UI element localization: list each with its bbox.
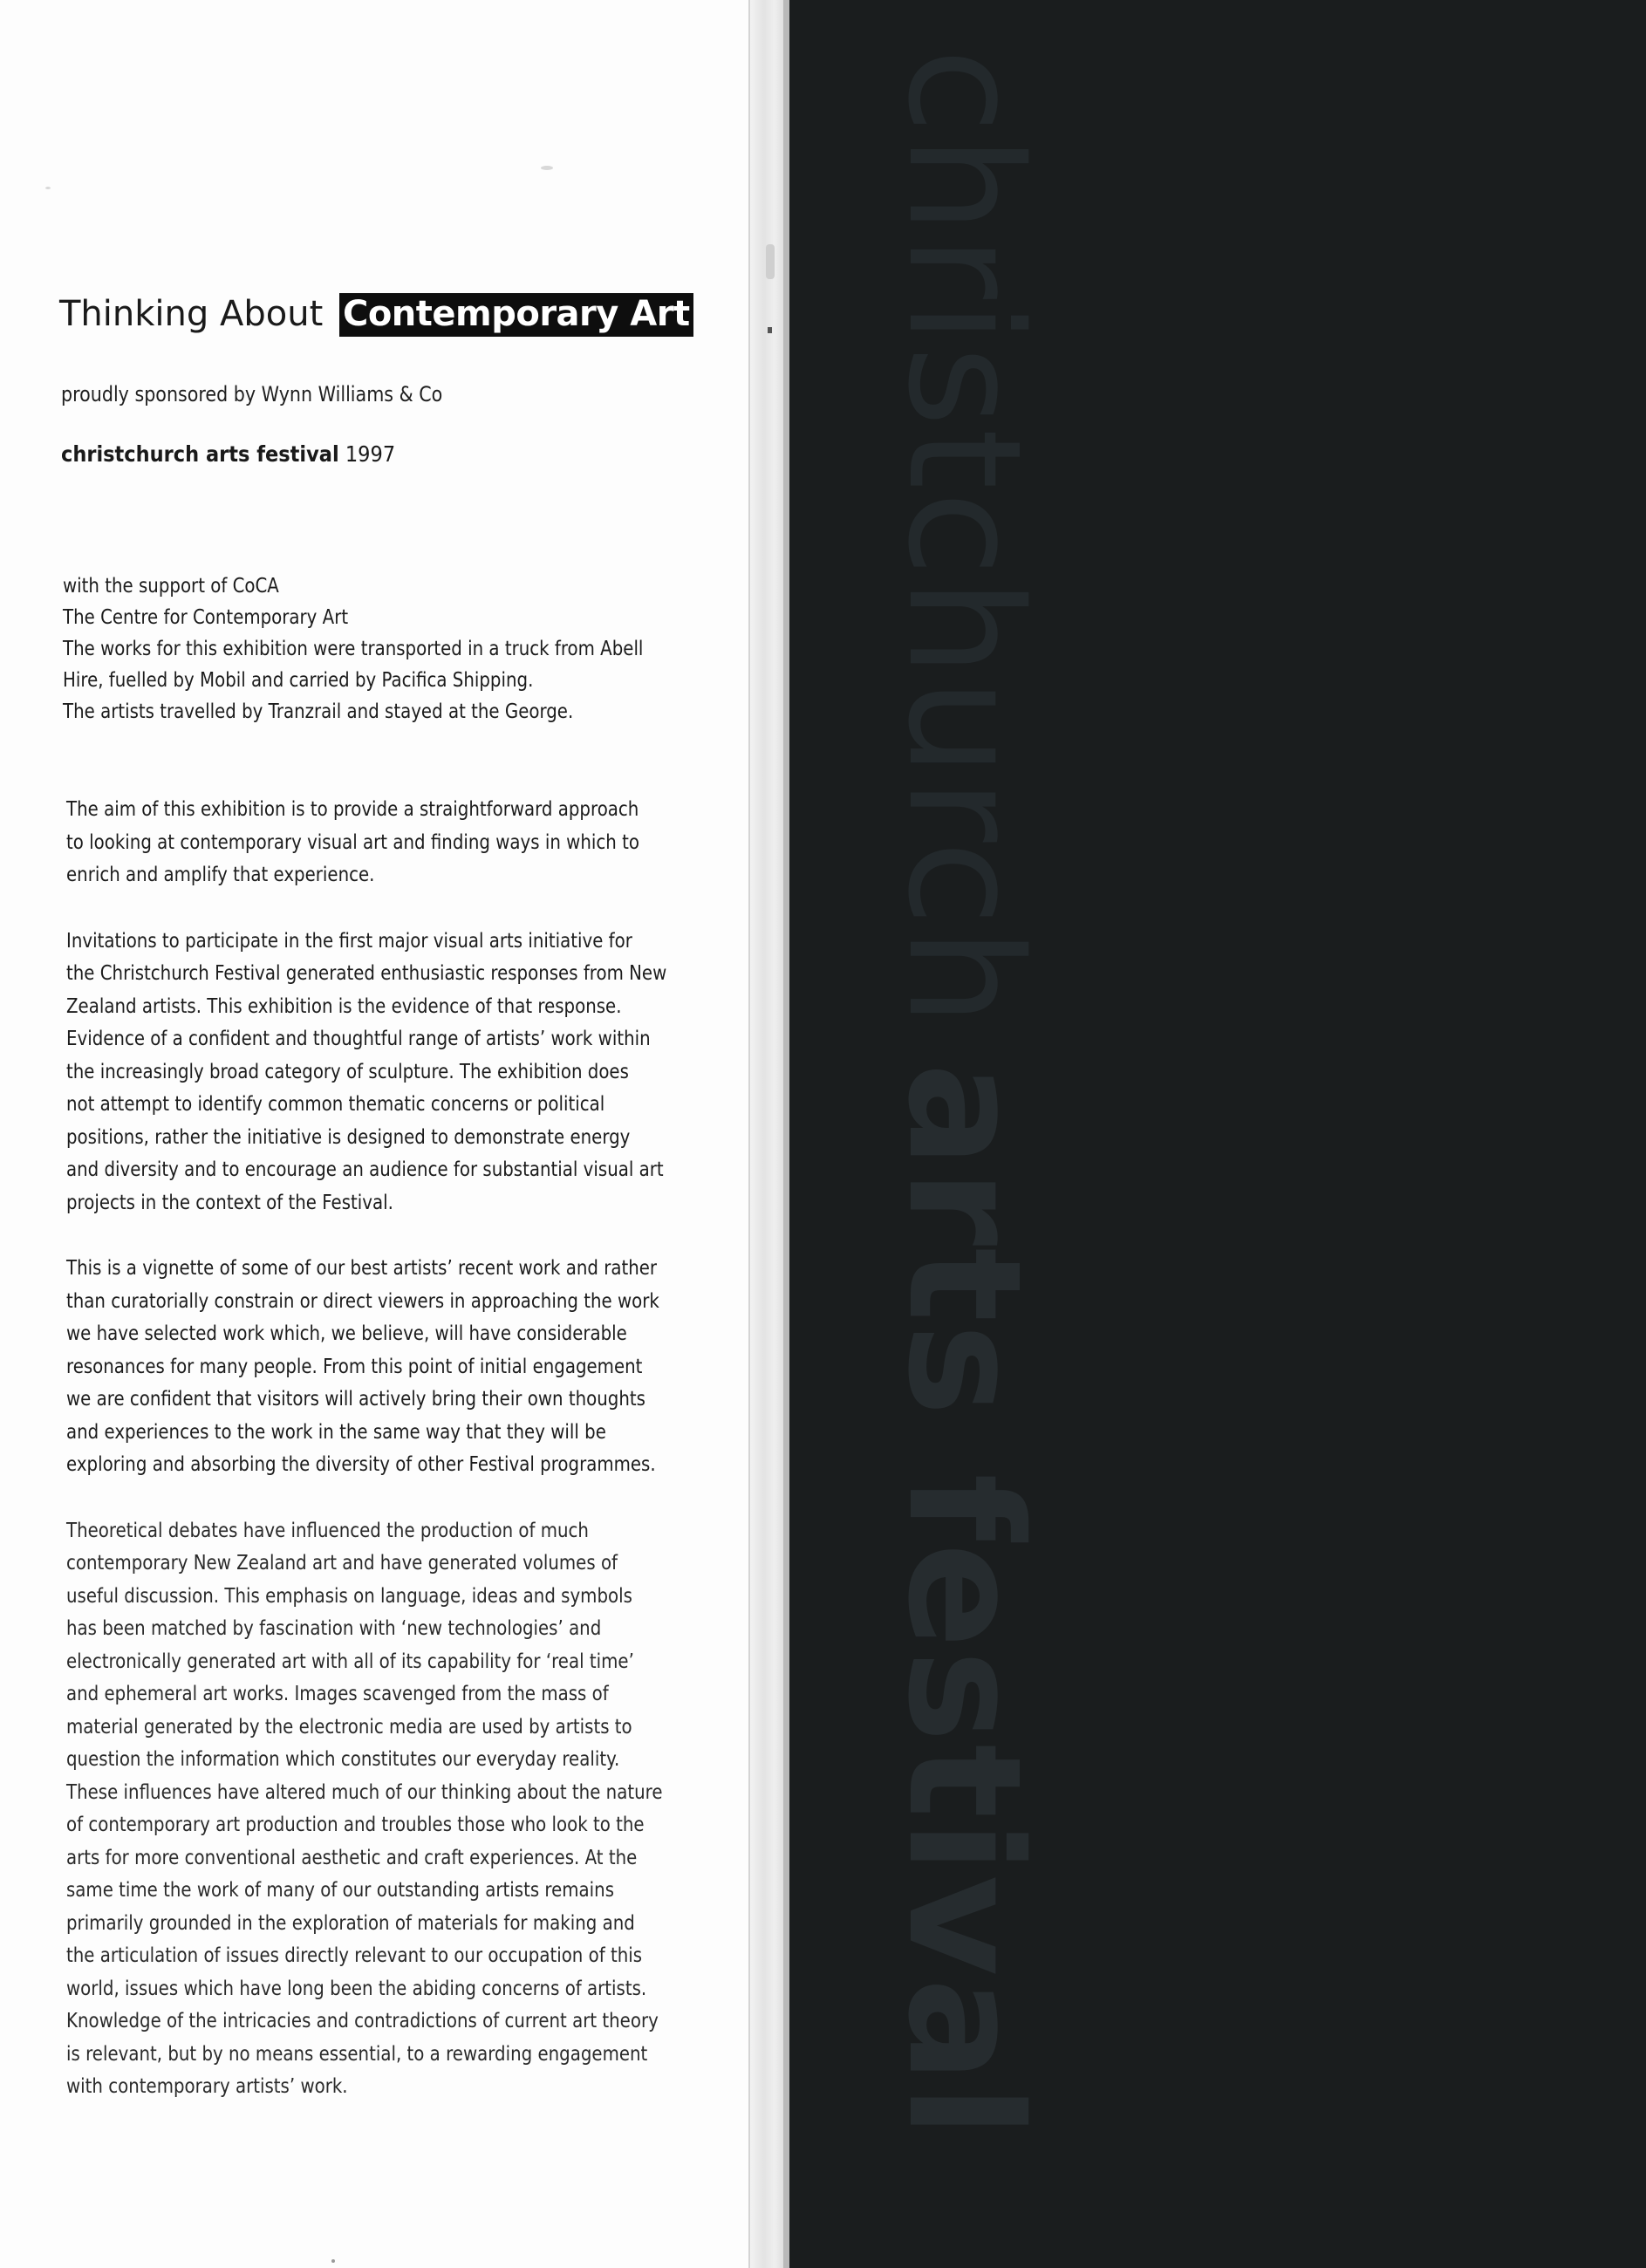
festival-line xyxy=(61,441,395,467)
text-line: contemporary New Zealand art and have generated volumes of xyxy=(66,1552,618,1575)
credit-line: The artists travelled by Tranzrail and stayed at the George. xyxy=(63,700,574,723)
text-line: than curatorially constrain or direct viewers in approaching the work xyxy=(66,1289,659,1313)
text-line: primarily grounded in the exploration of materials for making and xyxy=(66,1911,635,1935)
sponsor-line: proudly sponsored by Wynn Williams & Co xyxy=(61,382,443,406)
text-line: arts for more conventional aesthetic and craft experiences. At the xyxy=(66,1846,638,1869)
text-line: the Christchurch Festival generated enthusiastic responses from New xyxy=(66,962,667,985)
text-line: Theoretical debates have influenced the production of much xyxy=(66,1519,589,1542)
text-line: Zealand artists. This exhibition is the evidence of that response. xyxy=(66,994,622,1018)
text-line: we are confident that visitors will actively bring their own thoughts xyxy=(66,1388,645,1411)
page-gutter xyxy=(748,0,785,2268)
text-line: positions, rather the initiative is designed to demonstrate energy xyxy=(66,1125,631,1149)
text-line: Invitations to participate in the first major visual arts initiative for xyxy=(66,929,632,953)
text-line: the articulation of issues directly relevant to our occupation of this xyxy=(66,1944,643,1967)
text-line: with contemporary artists’ work. xyxy=(66,2075,348,2098)
paper-speck xyxy=(45,187,51,189)
text-line: and diversity and to encourage an audience for substantial visual art xyxy=(66,1158,664,1181)
paper-speck xyxy=(541,166,553,170)
title-prefix: Thinking About xyxy=(59,294,324,334)
body-text xyxy=(66,794,719,2137)
text-line: the increasingly broad category of sculpture. The exhibition does xyxy=(66,1060,629,1083)
text-line: and experiences to the work in the same way that they will be xyxy=(66,1420,606,1444)
spine-title-bold: arts festival xyxy=(874,1062,1055,2140)
text-line: we have selected work which, we believe, will have considerable xyxy=(66,1322,627,1345)
paragraph-theory xyxy=(66,1515,719,2104)
credit-line: The Centre for Contemporary Art xyxy=(63,606,349,629)
spine-title xyxy=(874,48,1055,2140)
text-line: Evidence of a confident and thoughtful range of artists’ work within xyxy=(66,1028,651,1050)
spine-title-light: christchurch xyxy=(874,48,1055,1028)
festival-name: christchurch arts festival xyxy=(61,441,339,467)
text-line: and ephemeral art works. Images scavenged from the mass of xyxy=(66,1683,609,1705)
paper-speck xyxy=(331,2259,335,2263)
text-line: useful discussion. This emphasis on language, ideas and symbols xyxy=(66,1584,632,1608)
paragraph-invitations xyxy=(66,926,719,1220)
text-line: electronically generated art with all of its capability for ‘real time’ xyxy=(66,1650,634,1673)
text-line: Knowledge of the intricacies and contradictions of current art theory xyxy=(66,2010,659,2032)
binding-clip xyxy=(766,244,775,279)
text-line: to looking at contemporary visual art and finding ways in which to xyxy=(66,830,639,854)
credits-block xyxy=(63,570,644,728)
text-line: has been matched by fascination with ‘new technologies’ and xyxy=(66,1617,602,1640)
text-line: world, issues which have long been the abiding concerns of artists. xyxy=(66,1977,647,2000)
text-line: resonances for many people. From this point of initial engagement xyxy=(66,1355,643,1378)
credit-line: The works for this exhibition were transported in a truck from Abell xyxy=(63,638,644,660)
text-line: These influences have altered much of our thinking about the nature xyxy=(66,1780,663,1804)
text-line: exploring and absorbing the diversity of other Festival programmes. xyxy=(66,1453,656,1476)
text-line: is relevant, but by no means essential, to a rewarding engagement xyxy=(66,2042,648,2066)
text-line: projects in the context of the Festival. xyxy=(66,1191,393,1214)
text-line: This is a vignette of some of our best artists’ recent work and rather xyxy=(66,1257,658,1280)
paragraph-aim xyxy=(66,794,719,892)
text-line: The aim of this exhibition is to provide a straightforward approach xyxy=(66,798,639,821)
title-highlight: Contemporary Art xyxy=(339,293,693,337)
text-line: of contemporary art production and troubles those who look to the xyxy=(66,1814,645,1836)
text-line: not attempt to identify common thematic concerns or political xyxy=(66,1093,605,1116)
page-title xyxy=(59,293,693,337)
text-line: material generated by the electronic media are used by artists to xyxy=(66,1715,632,1739)
credit-line: with the support of CoCA xyxy=(63,575,279,598)
text-line: same time the work of many of our outstanding artists remains xyxy=(66,1879,615,1902)
paragraph-vignette xyxy=(66,1253,719,1482)
left-page xyxy=(0,0,748,2268)
credit-line: Hire, fuelled by Mobil and carried by Pacifica Shipping. xyxy=(63,669,534,692)
text-line: enrich and amplify that experience. xyxy=(66,864,375,886)
binding-hole xyxy=(768,327,772,333)
text-line: question the information which constitutes our everyday reality. xyxy=(66,1748,620,1771)
festival-year: 1997 xyxy=(345,441,396,467)
